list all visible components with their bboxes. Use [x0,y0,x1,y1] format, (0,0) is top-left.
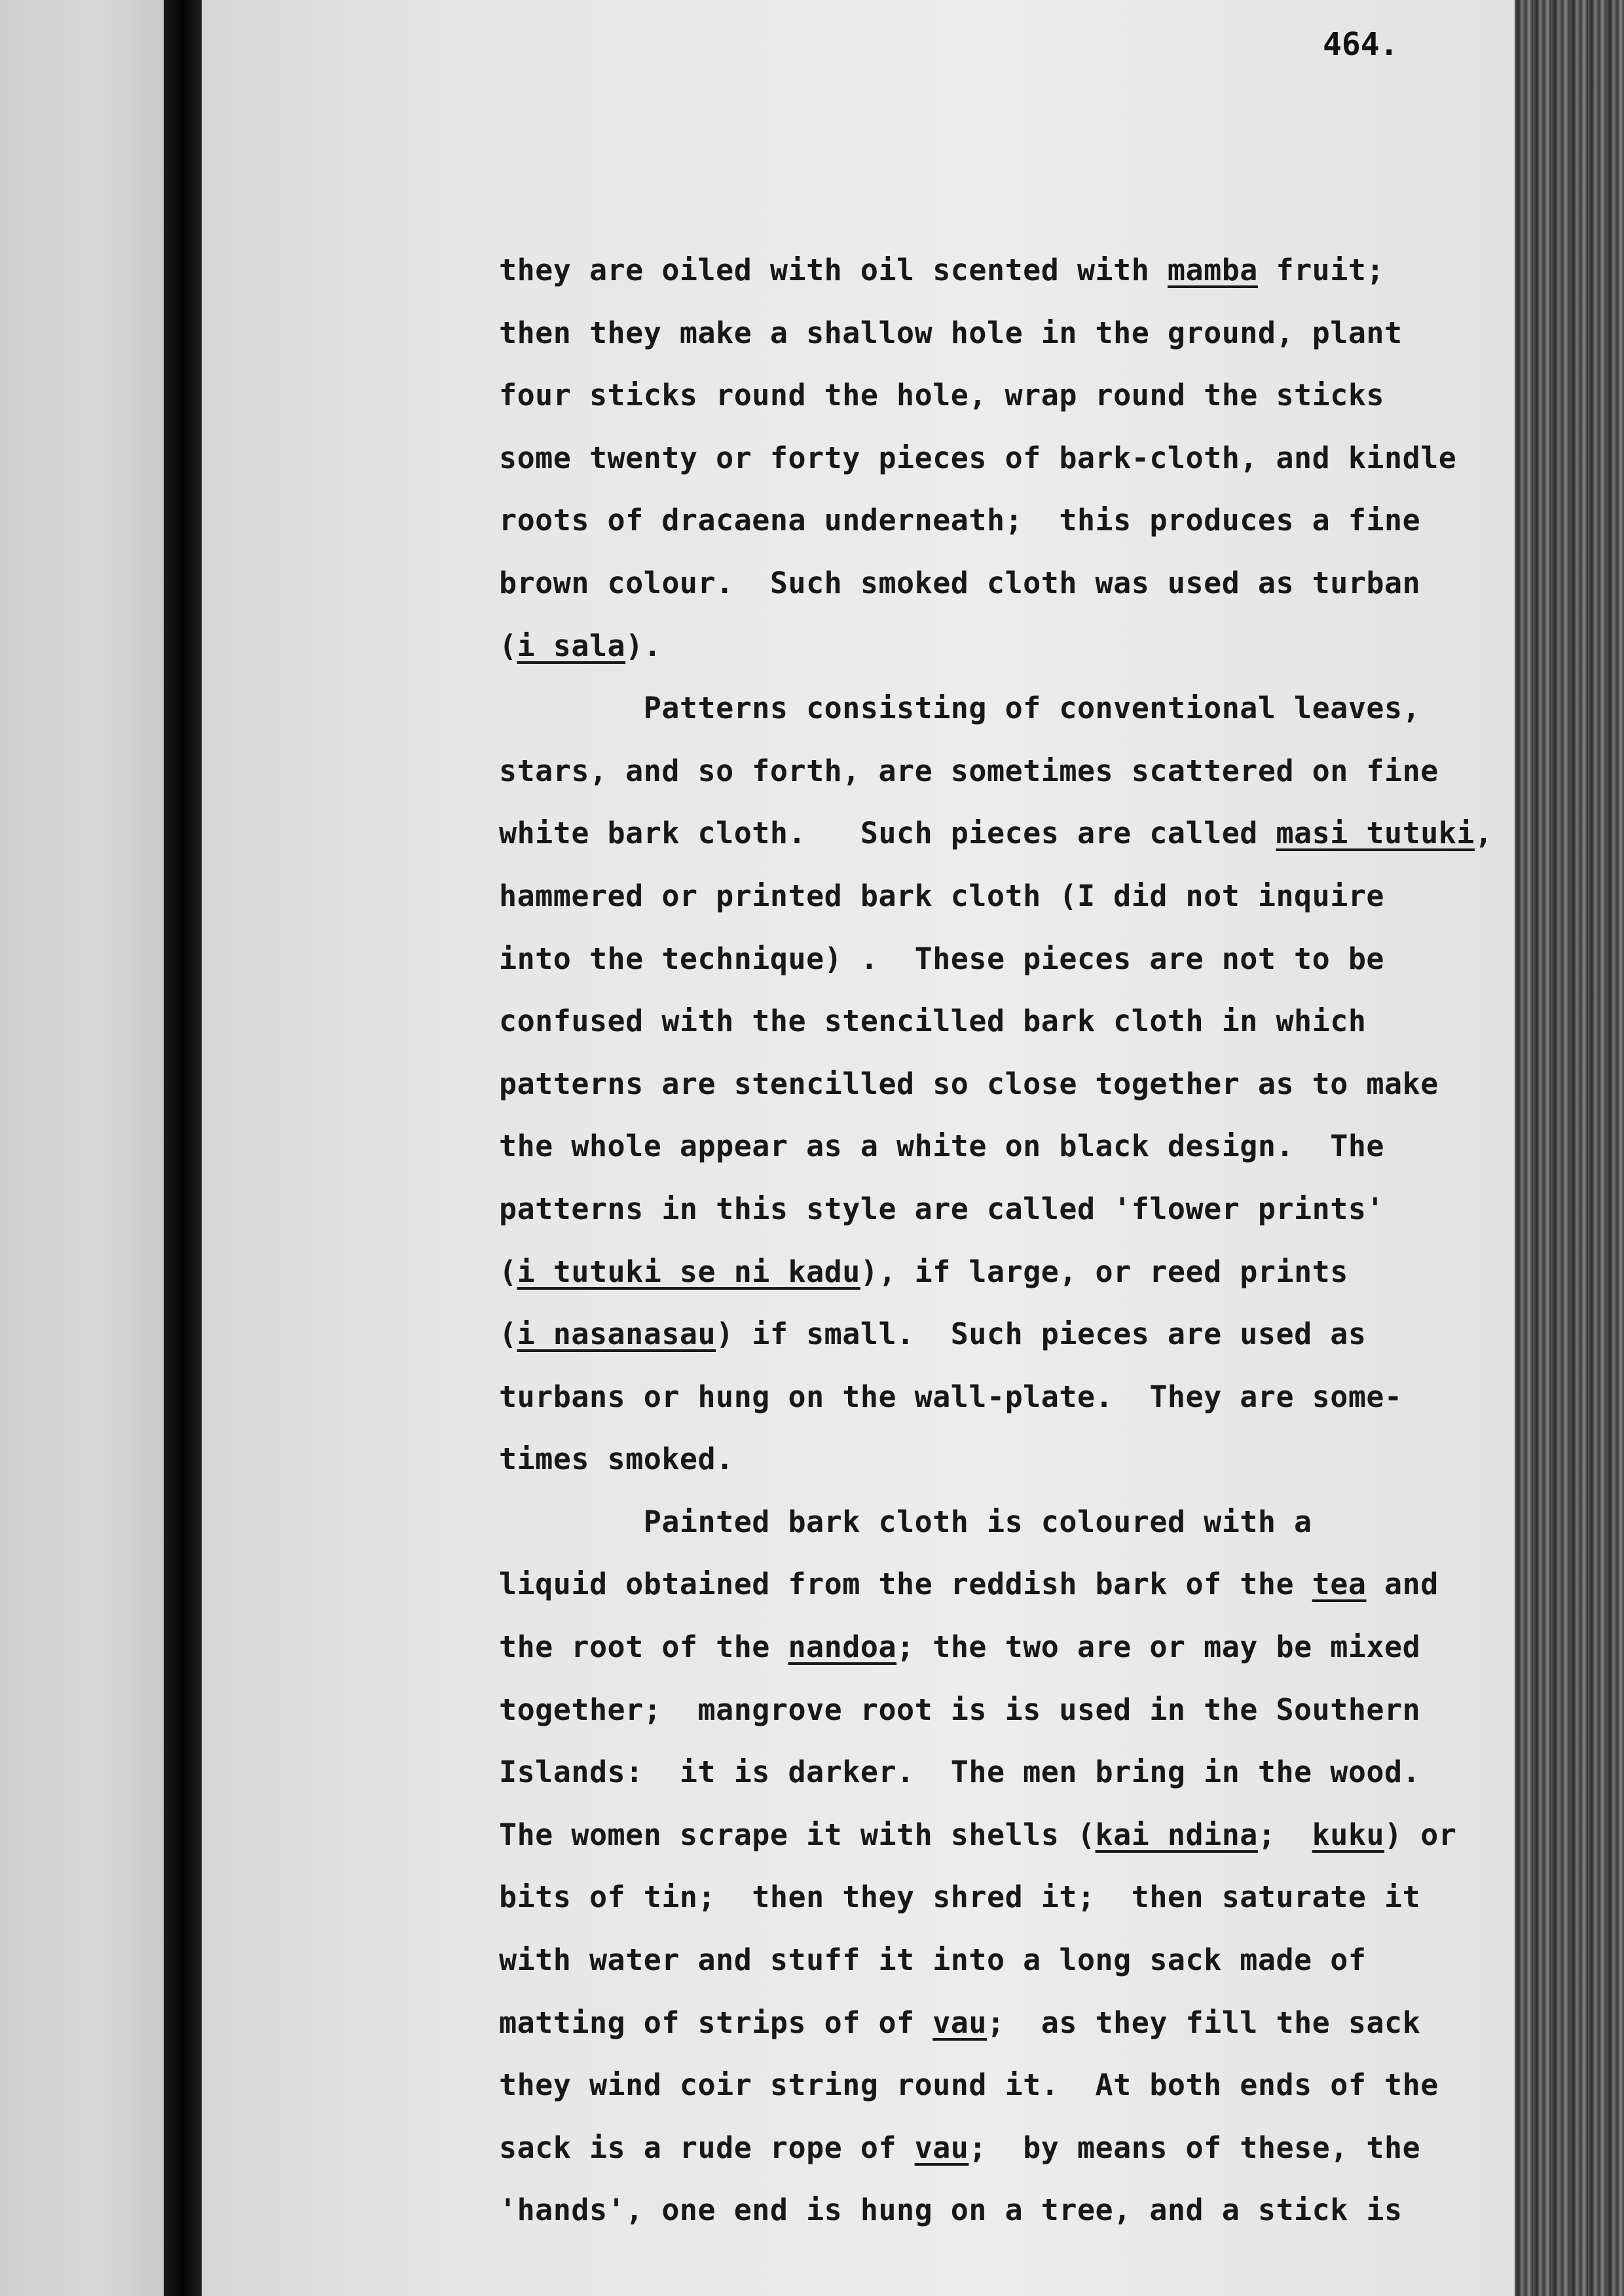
text-run: ; by means of these, the [969,2130,1421,2165]
text-run: matting of strips of of [499,2005,933,2040]
text-run: ; the two are or may be mixed [896,1630,1421,1665]
text-line [499,1741,1507,1804]
text-line [499,677,1507,740]
text-line [499,489,1507,552]
text-line [499,1992,1507,2054]
text-run: ; as they fill the sack [987,2005,1421,2040]
text-run: confused with the stencilled bark cloth in which [499,1004,1367,1039]
text-run: patterns are stencilled so close together as to make [499,1066,1439,1101]
text-run: times smoked. [499,1442,734,1477]
page-number: 464. [1323,26,1399,63]
page-stack-edge [1515,0,1624,2296]
text-line [499,1929,1507,1992]
text-line [499,1241,1507,1303]
text-line [499,552,1507,615]
text-run: together; mangrove root is is used in the Southern [499,1692,1421,1727]
text-run: ) if small. Such pieces are used as [716,1317,1367,1352]
text-run: hammered or printed bark cloth (I did not inquire [499,878,1385,913]
text-run: into the technique) . These pieces are not to be [499,941,1385,976]
text-run: Painted bark cloth is coloured with a [499,1504,1312,1539]
text-line [499,1553,1507,1616]
text-line [499,865,1507,928]
text-line [499,615,1507,678]
text-run: liquid obtained from the reddish bark of the [499,1567,1312,1602]
text-run: with water and stuff it into a long sack made of [499,1942,1367,1978]
text-run: bits of tin; then they shred it; then saturate it [499,1880,1421,1915]
text-line [499,239,1507,302]
text-run: i sala [517,628,626,663]
text-run: they wind coir string round it. At both ends of the [499,2068,1439,2103]
text-run: four sticks round the hole, wrap round the sticks [499,378,1385,413]
text-line [499,302,1507,365]
text-run: vau [932,2005,987,2040]
text-run: mamba [1167,253,1258,287]
text-run: The women scrape it with shells ( [499,1817,1096,1852]
text-line [499,1679,1507,1741]
text-line [499,1303,1507,1366]
text-run: ; [1257,1817,1312,1852]
text-line [499,1366,1507,1429]
text-run: nandoa [788,1630,897,1665]
text-run: kuku [1312,1817,1385,1852]
text-run: Islands: it is darker. The men bring in the wood. [499,1755,1421,1790]
text-line [499,2179,1507,2242]
text-line [499,427,1507,490]
text-run: the root of the [499,1630,788,1665]
text-line [499,990,1507,1053]
text-run: ) or [1384,1817,1457,1852]
text-run: ), if large, or reed prints [860,1254,1348,1289]
text-line [499,1804,1507,1867]
text-run: patterns in this style are called 'flower prints' [499,1191,1385,1226]
text-run: fruit; [1257,253,1385,287]
text-line [499,1178,1507,1241]
text-run: 'hands', one end is hung on a tree, and a stick is [499,2193,1403,2228]
text-run: kai ndina [1095,1817,1258,1852]
text-run: masi tutuki [1276,816,1475,851]
text-line [499,364,1507,427]
text-run: ). [625,628,662,663]
text-run: turbans or hung on the wall-plate. They are some- [499,1379,1403,1414]
text-line [499,1115,1507,1178]
text-line [499,802,1507,865]
binding-edge [164,0,202,2296]
text-run: tea [1312,1567,1367,1602]
text-run: brown colour. Such smoked cloth was used as turban [499,565,1421,600]
text-run: ( [499,1254,517,1289]
text-run: and [1366,1567,1439,1602]
text-run: i tutuki se ni kadu [517,1254,860,1289]
text-line [499,2117,1507,2179]
text-run: i nasanasau [517,1317,716,1352]
text-run: sack is a rude rope of [499,2130,915,2165]
text-line [499,1616,1507,1679]
text-run: then they make a shallow hole in the ground, plant [499,315,1403,350]
text-run: , [1474,816,1493,851]
text-line [499,2054,1507,2117]
text-run: roots of dracaena underneath; this produces a fine [499,503,1421,538]
left-margin [0,0,164,2296]
text-run: some twenty or forty pieces of bark-cloth, and kindle [499,440,1457,475]
text-run: ( [499,1317,517,1352]
text-line [499,1428,1507,1491]
text-line [499,1491,1507,1554]
text-run: ( [499,628,517,663]
text-run: white bark cloth. Such pieces are called [499,816,1276,851]
text-line [499,1053,1507,1116]
text-run: vau [914,2130,969,2165]
text-run: stars, and so forth, are sometimes scattered on fine [499,753,1439,788]
body-text [499,239,1507,2242]
text-line [499,928,1507,991]
text-line [499,1866,1507,1929]
text-run: they are oiled with oil scented with [499,253,1168,287]
text-line [499,740,1507,803]
text-run: the whole appear as a white on black design. The [499,1129,1385,1164]
text-run: Patterns consisting of conventional leaves, [499,691,1421,726]
